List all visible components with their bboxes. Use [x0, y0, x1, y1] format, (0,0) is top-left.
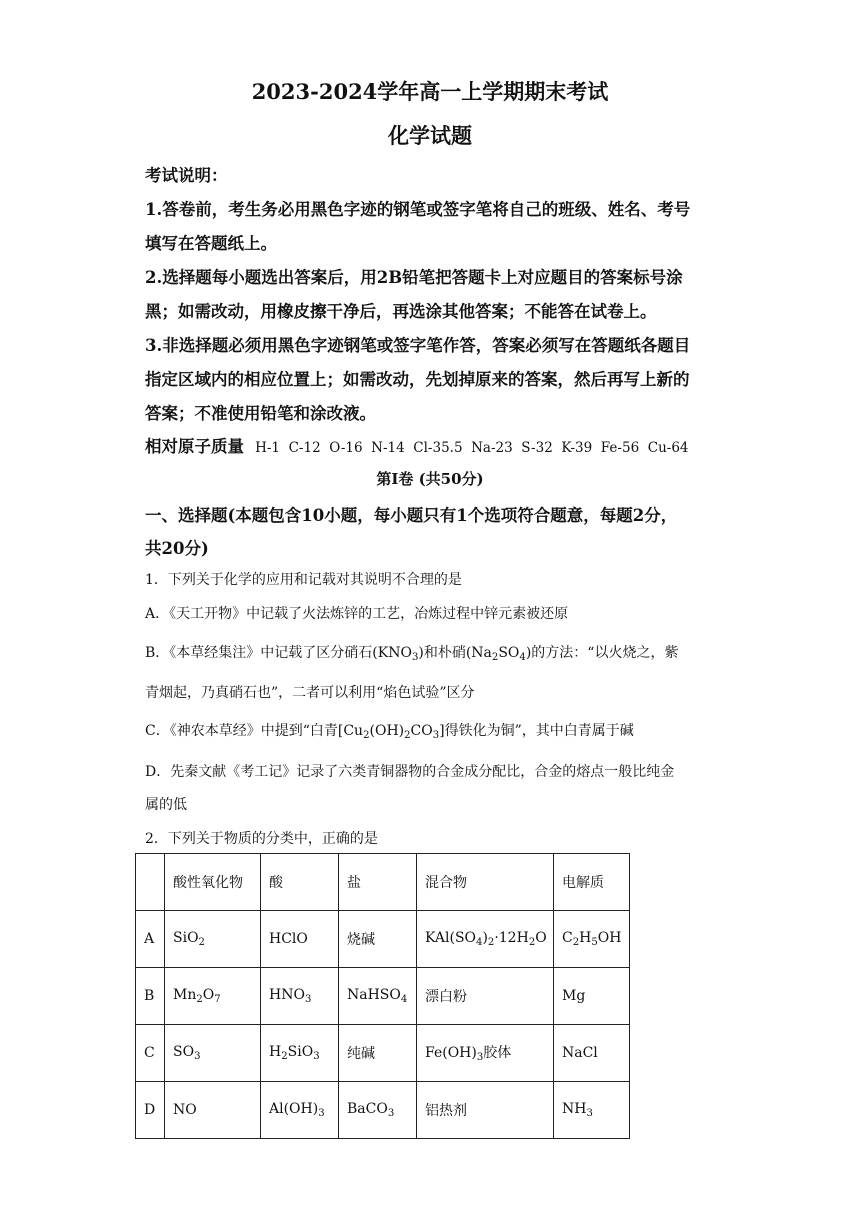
- table-cell: 铝热剂: [417, 1082, 554, 1139]
- table-row: [136, 968, 630, 1025]
- q2-stem: 2．下列关于物质的分类中，正确的是: [145, 831, 378, 847]
- table-cell: NO: [165, 1082, 261, 1139]
- classification-table: [135, 853, 630, 1139]
- table-cell: $NH_3$: [554, 1082, 630, 1139]
- table-cell: $C_2H_5OH$: [554, 911, 630, 968]
- table-cell: Mg: [554, 968, 630, 1025]
- table-cell: 纯碱: [339, 1025, 417, 1082]
- option-label: B: [136, 968, 165, 1025]
- table-cell: 漂白粉: [417, 968, 554, 1025]
- table-cell: $Al(OH)_3$: [261, 1082, 339, 1139]
- table-cell: $SO_3$: [165, 1025, 261, 1082]
- instruction-line: 2.选择题每小题选出答案后，用2B铅笔把答题卡上对应题目的答案标号涂: [145, 268, 683, 287]
- instructions-heading: 考试说明：: [145, 166, 228, 185]
- q1-option-d: D．先秦文献《考工记》记录了六类青铜器物的合金成分配比，合金的熔点一般比纯金: [145, 764, 675, 780]
- option-label: A: [136, 911, 165, 968]
- q1-option-c: C．《神农本草经》中提到“白青$[Cu_2(OH)_2CO_3]$得铁化为铜”，其中白青属于碱: [145, 723, 634, 742]
- atomic-mass-label: 相对原子质量: [145, 437, 244, 456]
- table-header-cell: 酸: [261, 854, 339, 911]
- table-header-row: [136, 854, 630, 911]
- option-label: D: [136, 1082, 165, 1139]
- table-header-cell: [136, 854, 165, 911]
- table-header-cell: 盐: [339, 854, 417, 911]
- q1-stem: 1．下列关于化学的应用和记载对其说明不合理的是: [145, 572, 462, 588]
- atomic-mass-row: [145, 433, 689, 457]
- table-header-cell: 酸性氧化物: [165, 854, 261, 911]
- option-label: C: [136, 1025, 165, 1082]
- table-row: [136, 1082, 630, 1139]
- instruction-line: 指定区域内的相应位置上；如需改动，先划掉原来的答案，然后再写上新的: [145, 370, 690, 389]
- table-cell: $HNO_3$: [261, 968, 339, 1025]
- exam-title: 2023-2024学年高一上学期期末考试: [251, 79, 609, 104]
- table-cell: $H_2SiO_3$: [261, 1025, 339, 1082]
- table-cell: $Mn_2O_7$: [165, 968, 261, 1025]
- table-header-cell: 混合物: [417, 854, 554, 911]
- table-cell: 烧碱: [339, 911, 417, 968]
- table-cell: BaCO$_3$: [339, 1082, 417, 1139]
- section-heading-cont: 共20分): [145, 539, 209, 558]
- table-row: [136, 1025, 630, 1082]
- instruction-line: 1.答卷前，考生务必用黑色字迹的钢笔或签字笔将自己的班级、姓名、考号: [145, 200, 691, 219]
- exam-subtitle: 化学试题: [388, 123, 472, 148]
- instruction-line: 3.非选择题必须用黑色字迹钢笔或签字笔作答，答案必须写在答题纸各题目: [145, 336, 691, 355]
- q1-option-d-cont: 属的低: [145, 797, 187, 813]
- table-cell: SiO$_2$: [165, 911, 261, 968]
- q1-option-b-cont: 青烟起，乃真硝石也”，二者可以利用“焰色试验”区分: [145, 685, 475, 701]
- section-heading: 一、选择题(本题包含10小题，每小题只有1个选项符合题意，每题2分，: [145, 506, 678, 525]
- table-header-cell: 电解质: [554, 854, 630, 911]
- table-cell: $KAl(SO_4)_2\cdot 12H_2O$: [417, 911, 554, 968]
- table-cell: NaHSO$_4$: [339, 968, 417, 1025]
- q1-option-a: A．《天工开物》中记载了火法炼锌的工艺，冶炼过程中锌元素被还原: [145, 606, 569, 622]
- instruction-line: 黑；如需改动，用橡皮擦干净后，再选涂其他答案；不能答在试卷上。: [145, 302, 657, 321]
- table-cell: $Fe(OH)_3$胶体: [417, 1025, 554, 1082]
- instruction-line: 答案；不准使用铅笔和涂改液。: [145, 404, 376, 423]
- instruction-line: 填写在答题纸上。: [145, 234, 277, 253]
- part-title: 第Ⅰ卷 (共50分): [376, 470, 484, 488]
- q1-option-b: B．《本草经集注》中记载了区分硝石$(KNO_3)$和朴硝$(Na_2SO_4)$的方法：“以火烧之，紫: [145, 645, 679, 664]
- atomic-mass-values: H-1 C-12 O-16 N-14 Cl-35.5 Na-23 S-32 K-39 Fe-56 Cu-64: [255, 440, 689, 456]
- table-row: [136, 911, 630, 968]
- table-cell: NaCl: [554, 1025, 630, 1082]
- table-cell: HClO: [261, 911, 339, 968]
